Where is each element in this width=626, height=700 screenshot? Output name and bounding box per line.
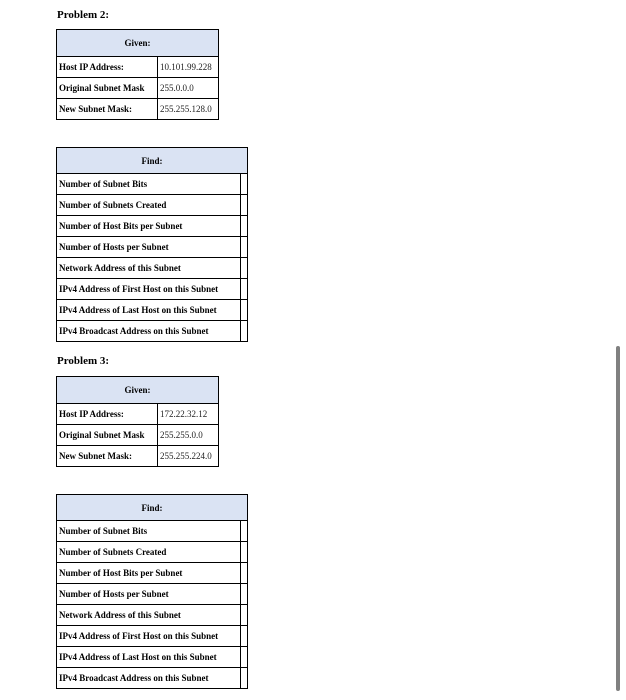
table-row <box>57 174 248 195</box>
original-mask-value: 255.0.0.0 <box>158 78 219 99</box>
find-row-label: Number of Subnets Created <box>57 542 241 563</box>
find-row-label: Number of Host Bits per Subnet <box>57 216 241 237</box>
find-row-label: Number of Hosts per Subnet <box>57 237 241 258</box>
problem-2-given-table <box>56 29 219 120</box>
problem-3-find-table <box>56 494 248 689</box>
table-row <box>57 521 248 542</box>
table-row <box>57 258 248 279</box>
find-row-label: Number of Host Bits per Subnet <box>57 563 241 584</box>
given-header: Given: <box>57 30 219 57</box>
host-ip-label: Host IP Address: <box>57 57 158 78</box>
answer-cell[interactable] <box>241 542 248 563</box>
table-row <box>57 195 248 216</box>
table-row <box>57 237 248 258</box>
find-row-label: Number of Subnet Bits <box>57 521 241 542</box>
answer-cell[interactable] <box>241 626 248 647</box>
new-mask-value: 255.255.128.0 <box>158 99 219 120</box>
table-row <box>57 321 248 342</box>
new-mask-label: New Subnet Mask: <box>57 99 158 120</box>
table-row <box>57 216 248 237</box>
answer-cell[interactable] <box>241 195 248 216</box>
find-header: Find: <box>57 148 248 174</box>
host-ip-label: Host IP Address: <box>57 404 158 425</box>
table-row <box>57 668 248 689</box>
table-row <box>57 542 248 563</box>
host-ip-value: 172.22.32.12 <box>158 404 219 425</box>
table-row <box>57 300 248 321</box>
answer-cell[interactable] <box>241 521 248 542</box>
find-row-label: Network Address of this Subnet <box>57 258 241 279</box>
find-row-label: IPv4 Address of Last Host on this Subnet <box>57 300 241 321</box>
answer-cell[interactable] <box>241 174 248 195</box>
find-row-label: Number of Subnet Bits <box>57 174 241 195</box>
problem-3-given-table <box>56 376 219 467</box>
find-row-label: Number of Subnets Created <box>57 195 241 216</box>
vertical-scrollbar[interactable] <box>616 346 620 691</box>
answer-cell[interactable] <box>241 668 248 689</box>
problem-3-heading: Problem 3: <box>57 355 110 367</box>
answer-cell[interactable] <box>241 216 248 237</box>
table-row <box>57 99 219 120</box>
find-row-label: IPv4 Broadcast Address on this Subnet <box>57 668 241 689</box>
table-row <box>57 446 219 467</box>
table-row <box>57 605 248 626</box>
answer-cell[interactable] <box>241 584 248 605</box>
original-mask-label: Original Subnet Mask <box>57 78 158 99</box>
answer-cell[interactable] <box>241 258 248 279</box>
find-row-label: Network Address of this Subnet <box>57 605 241 626</box>
answer-cell[interactable] <box>241 605 248 626</box>
answer-cell[interactable] <box>241 321 248 342</box>
new-mask-value: 255.255.224.0 <box>158 446 219 467</box>
problem-2-heading: Problem 2: <box>57 9 110 21</box>
given-header: Given: <box>57 377 219 404</box>
table-row <box>57 78 219 99</box>
problem-2-find-table <box>56 147 248 342</box>
find-header: Find: <box>57 495 248 521</box>
table-row <box>57 584 248 605</box>
table-row <box>57 404 219 425</box>
new-mask-label: New Subnet Mask: <box>57 446 158 467</box>
find-row-label: IPv4 Address of First Host on this Subnet <box>57 626 241 647</box>
answer-cell[interactable] <box>241 300 248 321</box>
table-row <box>57 279 248 300</box>
original-mask-value: 255.255.0.0 <box>158 425 219 446</box>
find-row-label: Number of Hosts per Subnet <box>57 584 241 605</box>
table-row <box>57 425 219 446</box>
table-row <box>57 57 219 78</box>
table-row <box>57 626 248 647</box>
find-row-label: IPv4 Address of Last Host on this Subnet <box>57 647 241 668</box>
original-mask-label: Original Subnet Mask <box>57 425 158 446</box>
answer-cell[interactable] <box>241 647 248 668</box>
host-ip-value: 10.101.99.228 <box>158 57 219 78</box>
answer-cell[interactable] <box>241 237 248 258</box>
table-row <box>57 647 248 668</box>
find-row-label: IPv4 Address of First Host on this Subnet <box>57 279 241 300</box>
table-row <box>57 563 248 584</box>
answer-cell[interactable] <box>241 279 248 300</box>
find-row-label: IPv4 Broadcast Address on this Subnet <box>57 321 241 342</box>
answer-cell[interactable] <box>241 563 248 584</box>
